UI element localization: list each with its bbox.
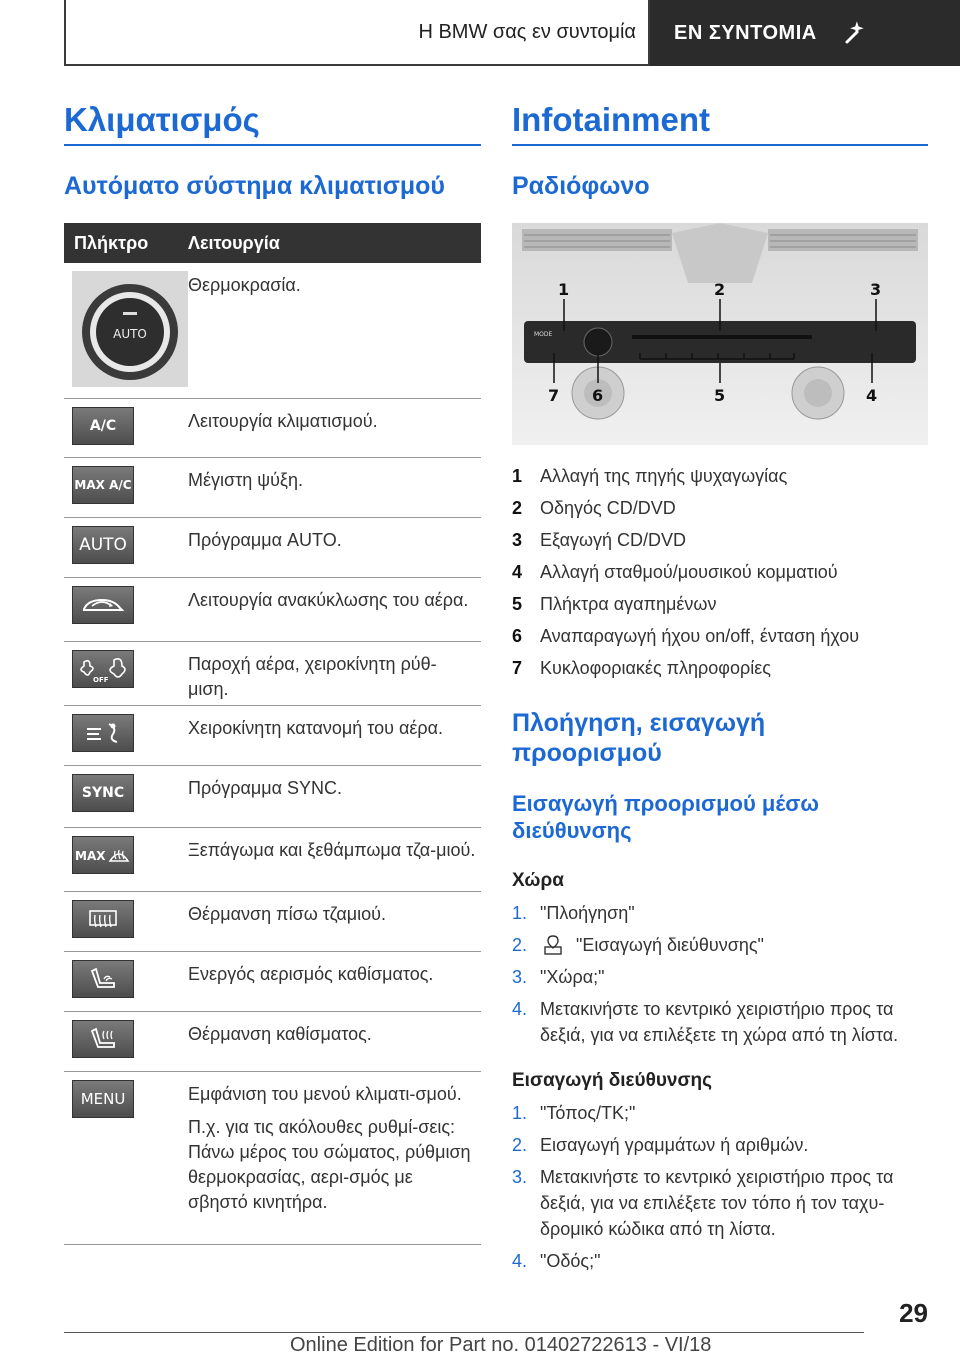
row-text-example: Π.χ. για τις ακόλουθες ρυθμί-σεις: Πάνω μέρος του σώματος, ρύθμιση θερμοκρασίας, αερι-σμός με σβηστό κινητήρα. — [188, 1117, 471, 1212]
list-item: 4 Αλλαγή σταθμού/μουσικού κομματιού — [512, 562, 838, 582]
list-item: 1. "Πλοήγηση" — [512, 903, 635, 923]
radio-legend-list — [512, 460, 928, 684]
table-header-button: Πλήκτρο — [74, 232, 149, 253]
table-row — [64, 952, 481, 1012]
list-item: 1. "Τόπος/ΤΚ;" — [512, 1103, 636, 1123]
row-text: Εμφάνιση του μενού κλιματι-σμού. — [188, 1084, 462, 1104]
ac-button-icon: A/C — [72, 407, 134, 445]
mode-button-label: MODE — [534, 331, 553, 338]
row-text: Ενεργός αερισμός καθίσματος. — [188, 964, 434, 984]
header-chapter-title: ΕΝ ΣΥΝΤΟΜΙΑ — [674, 21, 817, 44]
climate-column — [64, 100, 481, 1245]
seat-heating-icon — [72, 1020, 134, 1058]
row-text: Παροχή αέρα, χειροκίνητη ρύθ-μιση. — [188, 654, 437, 699]
country-title: Χώρα — [512, 870, 564, 891]
seat-ventilation-icon — [72, 960, 134, 998]
list-item: 3. "Χώρα;" — [512, 967, 605, 987]
list-item: 4. Μετακινήστε το κεντρικό χειριστήριο προς τα δεξιά, για να επιλέξετε τη χώρα από τη λίστα. — [512, 999, 899, 1045]
row-text: Πρόγραμμα AUTO. — [188, 530, 342, 550]
list-item: 7 Κυκλοφοριακές πληροφορίες — [512, 658, 771, 678]
table-header-function: Λειτουργία — [188, 232, 280, 253]
infotainment-column — [512, 100, 928, 1280]
list-item: 3 Εξαγωγή CD/DVD — [512, 530, 687, 550]
row-text: Μέγιστη ψύξη. — [188, 470, 303, 490]
table-row — [64, 263, 481, 399]
navigation-address-icon — [542, 934, 564, 956]
page-number: 29 — [899, 1298, 928, 1328]
footer-divider — [64, 1332, 864, 1333]
header-section-title: Η BMW σας εν συντομία — [418, 20, 636, 43]
climate-subtitle: Αυτόματο σύστημα κλιματισμού — [64, 172, 445, 200]
list-item: 3. Μετακινήστε το κεντρικό χειριστήριο προς τα δεξιά, για να επιλέξετε τον τόπο ή τον ταχυ-δρομικό κώδικα από τη λίστα. — [512, 1167, 894, 1239]
callout-5: 5 — [714, 386, 726, 405]
max-defrost-icon — [72, 836, 134, 874]
table-header — [64, 223, 481, 263]
row-text: Λειτουργία κλιματισμού. — [188, 411, 378, 431]
callout-1: 1 — [558, 280, 570, 299]
table-row — [64, 518, 481, 578]
table-row — [64, 1072, 481, 1245]
climate-title: Κλιματισμός — [64, 100, 481, 146]
table-row — [64, 766, 481, 828]
callout-2: 2 — [714, 280, 726, 299]
list-item: 2 Οδηγός CD/DVD — [512, 498, 676, 518]
list-item: 2. "Εισαγωγή διεύθυνσης" — [512, 935, 764, 955]
temperature-knob-icon — [72, 271, 188, 387]
table-row — [64, 399, 481, 458]
header-section-title-box — [64, 0, 650, 66]
row-text: Θέρμανση καθίσματος. — [188, 1024, 372, 1044]
radio-title: Ραδιόφωνο — [512, 172, 650, 200]
fan-speed-icon — [72, 650, 134, 688]
callout-4: 4 — [866, 386, 878, 405]
table-row — [64, 642, 481, 706]
rear-window-heating-icon — [72, 900, 134, 938]
row-text: Χειροκίνητη κατανομή του αέρα. — [188, 718, 444, 738]
row-text: Θερμοκρασία. — [188, 275, 301, 295]
infotainment-title: Infotainment — [512, 100, 928, 146]
header-chapter-box — [650, 0, 960, 66]
table-row — [64, 892, 481, 952]
table-row — [64, 706, 481, 766]
table-row — [64, 458, 481, 518]
air-distribution-icon — [72, 714, 134, 752]
address-entry-title: Εισαγωγή προορισμού μέσω διεύθυνσης — [512, 791, 819, 843]
knob-label: AUTO — [113, 327, 147, 341]
fan-off-label: OFF — [93, 676, 109, 684]
radio-panel-image — [512, 223, 928, 445]
recirculation-icon — [72, 586, 134, 624]
list-item: 4. "Οδός;" — [512, 1251, 601, 1271]
max-ac-button-icon: MAX A/C — [72, 466, 134, 504]
table-row — [64, 1012, 481, 1072]
row-text: Ξεπάγωμα και ξεθάμπωμα τζα-μιού. — [188, 840, 476, 860]
list-item: 2. Εισαγωγή γραμμάτων ή αριθμών. — [512, 1135, 809, 1155]
callout-3: 3 — [870, 280, 882, 299]
list-item: 6 Αναπαραγωγή ήχου on/off, ένταση ήχου — [512, 626, 860, 646]
callout-6: 6 — [592, 386, 604, 405]
page-header — [64, 0, 960, 66]
footer-edition: Online Edition for Part no. 01402722613 - VI/18 — [290, 1334, 712, 1356]
auto-button-icon: AUTO — [72, 526, 134, 564]
row-text: Πρόγραμμα SYNC. — [188, 778, 343, 798]
address-title: Εισαγωγή διεύθυνσης — [512, 1070, 712, 1091]
wrench-icon — [843, 20, 869, 46]
sync-button-icon: SYNC — [72, 774, 134, 812]
table-row — [64, 578, 481, 642]
row-text: Θέρμανση πίσω τζαμιού. — [188, 904, 386, 924]
menu-button-icon: MENU — [72, 1080, 134, 1118]
list-item: 5 Πλήκτρα αγαπημένων — [512, 594, 717, 614]
list-item: 1 Αλλαγή της πηγής ψυχαγωγίας — [512, 466, 788, 486]
table-row — [64, 828, 481, 892]
row-text: Λειτουργία ανακύκλωσης του αέρα. — [188, 590, 469, 610]
navigation-title: Πλοήγηση, εισαγωγή προορισμού — [512, 709, 766, 767]
max-defrost-label: MAX — [75, 849, 106, 863]
country-steps — [512, 900, 928, 1048]
address-steps — [512, 1100, 928, 1274]
callout-7: 7 — [548, 386, 560, 405]
climate-buttons-table — [64, 223, 481, 1245]
